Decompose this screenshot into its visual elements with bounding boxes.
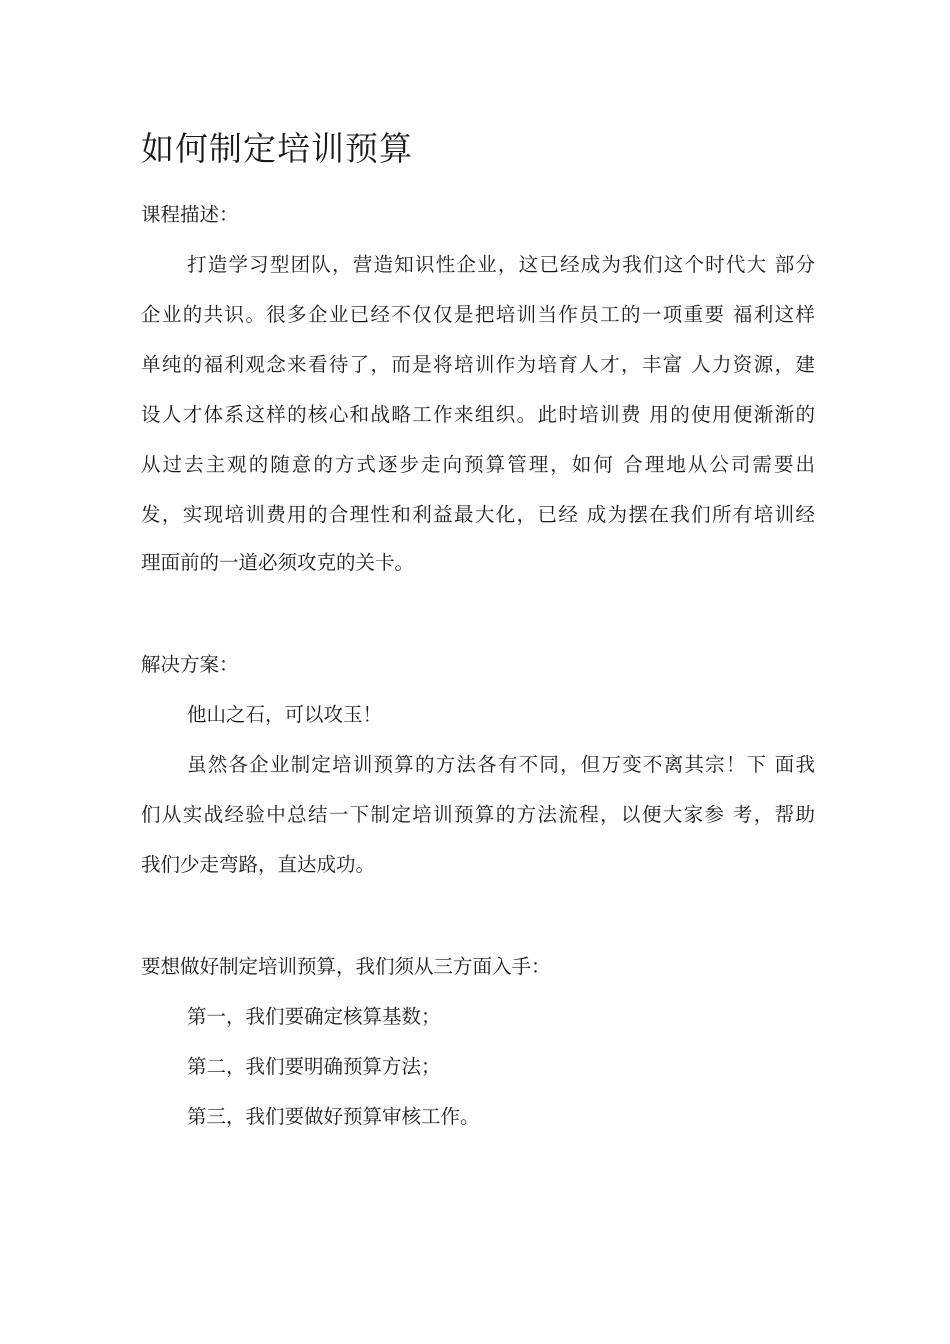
description-line: 企业的共识。很多企业已经不仅仅是把培训当作员工的一项重要 福利这样: [141, 303, 815, 326]
solution-label: 解决方案：: [141, 653, 239, 676]
description-line: 单纯的福利观念来看待了，而是将培训作为培育人才，丰富 人力资源，建: [141, 353, 815, 376]
description-line: 理面前的一道必须攻克的关卡。: [141, 551, 415, 574]
step-item: 第一，我们要确定核算基数；: [187, 1005, 441, 1028]
proverb-line: 他山之石，可以攻玉！: [187, 703, 383, 726]
description-line: 打造学习型团队，营造知识性企业，这已经成为我们这个时代大 部分: [187, 253, 815, 276]
steps-intro: 要想做好制定培训预算，我们须从三方面入手：: [141, 955, 551, 978]
solution-line: 们从实战经验中总结一下制定培训预算的方法流程，以便大家参 考，帮助: [141, 803, 815, 826]
description-line: 从过去主观的随意的方式逐步走向预算管理，如何 合理地从公司需要出: [141, 453, 815, 476]
step-item: 第二，我们要明确预算方法；: [187, 1055, 441, 1078]
step-item: 第三，我们要做好预算审核工作。: [187, 1105, 480, 1128]
solution-line: 我们少走弯路，直达成功。: [141, 853, 376, 876]
solution-line: 虽然各企业制定培训预算的方法各有不同，但万变不离其宗！下 面我: [187, 753, 815, 776]
page-title: 如何制定培训预算: [141, 129, 413, 168]
description-line: 发，实现培训费用的合理性和利益最大化，已经 成为摆在我们所有培训经: [141, 503, 815, 526]
course-description-label: 课程描述：: [141, 203, 239, 226]
description-line: 设人才体系这样的核心和战略工作来组织。此时培训费 用的使用便渐渐的: [141, 403, 815, 426]
